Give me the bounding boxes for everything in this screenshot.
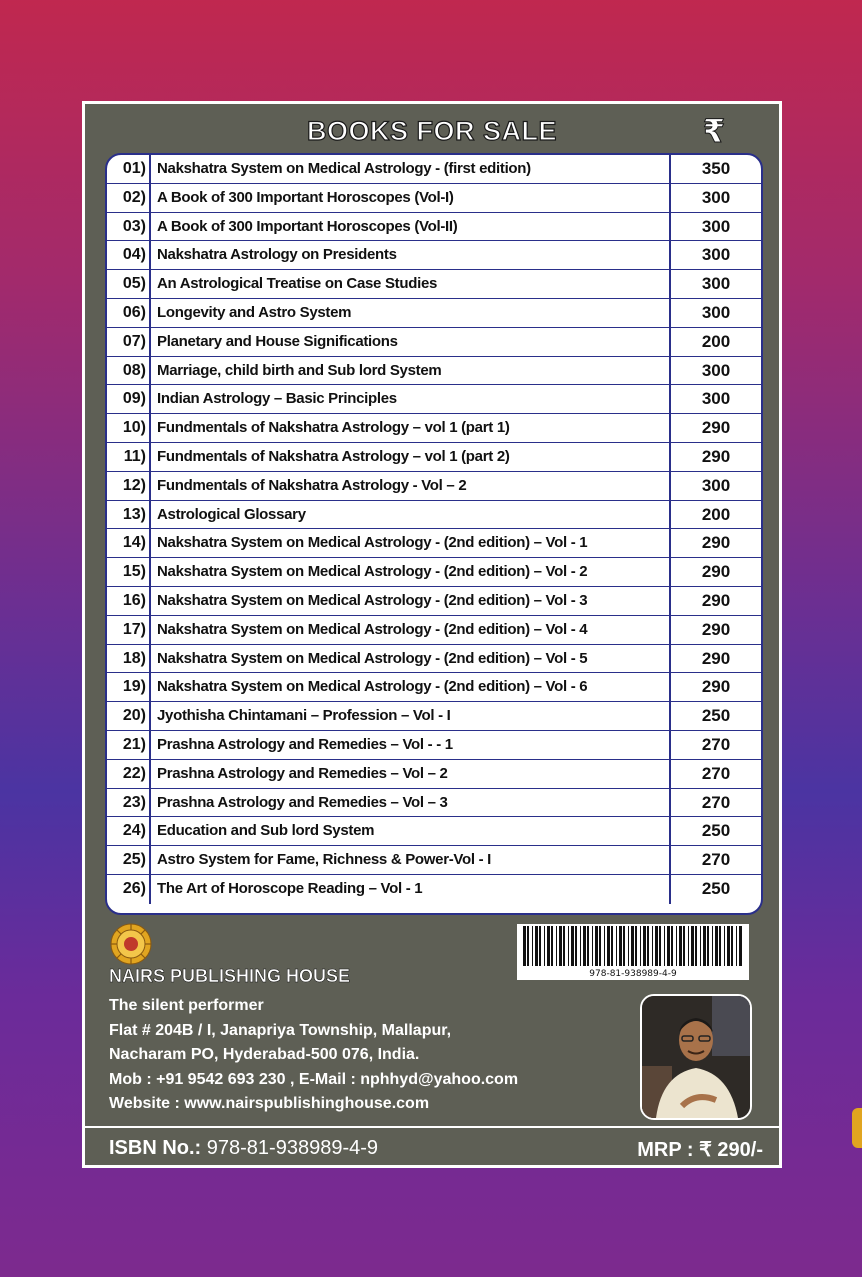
book-number: 14) <box>107 529 151 557</box>
book-number: 21) <box>107 731 151 759</box>
barcode-bar <box>683 926 685 966</box>
book-title: Prashna Astrology and Remedies – Vol - - 1 <box>151 731 671 759</box>
table-row <box>107 673 761 702</box>
books-table <box>105 153 763 915</box>
barcode-bar <box>667 926 670 966</box>
barcode-bar <box>724 926 725 966</box>
book-price: 200 <box>701 331 731 351</box>
book-price: 250 <box>701 821 731 841</box>
barcode-bar <box>532 926 533 966</box>
barcode-bar <box>659 926 661 966</box>
book-number: 04) <box>107 241 151 269</box>
table-row <box>107 184 761 213</box>
page-title: BOOKS FOR SALE <box>306 116 557 146</box>
barcode-bar <box>739 926 742 966</box>
book-price: 300 <box>701 389 731 409</box>
book-price: 300 <box>701 245 731 265</box>
book-price: 300 <box>701 274 731 294</box>
book-number: 07) <box>107 328 151 356</box>
table-row <box>107 587 761 616</box>
book-price: 350 <box>701 159 731 178</box>
barcode-bar <box>616 926 617 966</box>
book-title: Astrological Glossary <box>151 501 671 529</box>
barcode-bar <box>607 926 610 966</box>
book-number: 18) <box>107 645 151 673</box>
contact-line: Mob : +91 9542 693 230 , E-Mail : nphhyd@yahoo.com <box>109 1070 519 1088</box>
book-title: Nakshatra Astrology on Presidents <box>151 241 671 269</box>
book-price: 300 <box>701 360 731 380</box>
barcode-bar <box>599 926 601 966</box>
barcode-bar <box>592 926 593 966</box>
barcode-bar <box>580 926 581 966</box>
book-number: 17) <box>107 616 151 644</box>
isbn-label: ISBN No.: <box>109 1137 202 1159</box>
book-title: Fundmentals of Nakshatra Astrology – vol 1 (part 2) <box>151 443 671 471</box>
book-number: 09) <box>107 385 151 413</box>
book-price: 300 <box>701 216 731 236</box>
barcode-bar <box>559 926 562 966</box>
barcode-bar <box>551 926 553 966</box>
book-number: 24) <box>107 817 151 845</box>
table-row <box>107 270 761 299</box>
book-title: A Book of 300 Important Horoscopes (Vol-I) <box>151 184 671 212</box>
table-row <box>107 385 761 414</box>
barcode-bar <box>688 926 689 966</box>
book-price: 290 <box>701 590 731 610</box>
table-row <box>107 501 761 530</box>
book-number: 03) <box>107 213 151 241</box>
book-price: 300 <box>701 475 731 495</box>
table-row <box>107 414 761 443</box>
book-price: 270 <box>701 763 731 783</box>
book-price: 290 <box>701 533 731 553</box>
barcode-bar <box>623 926 625 966</box>
barcode-bars <box>517 924 749 968</box>
book-price: 300 <box>701 187 731 207</box>
barcode-bar <box>700 926 701 966</box>
barcode-bar <box>568 926 569 966</box>
barcode-bar <box>664 926 665 966</box>
book-title: Planetary and House Significations <box>151 328 671 356</box>
publisher-info <box>109 994 518 1117</box>
barcode-bar <box>643 926 646 966</box>
book-number: 10) <box>107 414 151 442</box>
book-price: 300 <box>701 302 731 322</box>
barcode-bar <box>712 926 713 966</box>
book-price: 250 <box>701 878 731 898</box>
book-number: 20) <box>107 702 151 730</box>
mrp-value: 290/- <box>717 1139 763 1161</box>
edge-decoration <box>852 1108 862 1148</box>
mrp-line <box>637 1137 763 1162</box>
mrp-label: MRP : <box>637 1139 694 1161</box>
barcode-bar <box>527 926 529 966</box>
barcode-bar <box>671 926 673 966</box>
book-title: A Book of 300 Important Horoscopes (Vol-II) <box>151 213 671 241</box>
book-title: Fundmentals of Nakshatra Astrology – vol 1 (part 1) <box>151 414 671 442</box>
footer-divider <box>85 1126 779 1128</box>
barcode-bar <box>631 926 634 966</box>
book-title: Fundmentals of Nakshatra Astrology - Vol – 2 <box>151 472 671 500</box>
table-row <box>107 241 761 270</box>
book-title: An Astrological Treatise on Case Studies <box>151 270 671 298</box>
barcode-bar <box>691 926 694 966</box>
barcode-bar <box>523 926 526 966</box>
book-title: Nakshatra System on Medical Astrology - (2nd edition) – Vol - 5 <box>151 645 671 673</box>
publisher-name: NAIRS PUBLISHING HOUSE <box>109 966 351 986</box>
book-price: 290 <box>701 418 731 438</box>
book-number: 01) <box>107 155 151 183</box>
isbn-line <box>109 1137 378 1160</box>
barcode-bar <box>707 926 709 966</box>
book-title: Nakshatra System on Medical Astrology - (2nd edition) – Vol - 6 <box>151 673 671 701</box>
book-price: 270 <box>701 850 731 870</box>
book-title: Nakshatra System on Medical Astrology - (2nd edition) – Vol - 2 <box>151 558 671 586</box>
barcode-bar <box>736 926 737 966</box>
barcode-bar <box>619 926 622 966</box>
barcode-bar <box>715 926 718 966</box>
barcode-bar <box>611 926 613 966</box>
barcode-bar <box>652 926 653 966</box>
rupee-icon: ₹ <box>699 1139 712 1161</box>
publisher-tagline: The silent performer <box>109 997 264 1014</box>
book-title: Prashna Astrology and Remedies – Vol – 2 <box>151 760 671 788</box>
book-title: Indian Astrology – Basic Principles <box>151 385 671 413</box>
barcode-bar <box>604 926 605 966</box>
table-row <box>107 702 761 731</box>
book-price: 270 <box>701 792 731 812</box>
book-price: 200 <box>701 504 731 524</box>
barcode-bar <box>544 926 545 966</box>
book-title: Jyothisha Chintamani – Profession – Vol - I <box>151 702 671 730</box>
table-row <box>107 760 761 789</box>
rupee-icon: ₹ <box>702 112 726 150</box>
barcode-bar <box>731 926 733 966</box>
barcode-bar <box>535 926 538 966</box>
table-row <box>107 558 761 587</box>
book-price: 270 <box>701 734 731 754</box>
book-price: 290 <box>701 562 731 582</box>
barcode-bar <box>647 926 649 966</box>
barcode-bar <box>563 926 565 966</box>
book-number: 13) <box>107 501 151 529</box>
book-title: Nakshatra System on Medical Astrology - (first edition) <box>151 155 671 183</box>
table-row <box>107 299 761 328</box>
book-number: 23) <box>107 789 151 817</box>
book-number: 11) <box>107 443 151 471</box>
book-number: 12) <box>107 472 151 500</box>
book-price: 290 <box>701 677 731 697</box>
book-title: Education and Sub lord System <box>151 817 671 845</box>
barcode-bar <box>556 926 557 966</box>
book-price: 290 <box>701 619 731 639</box>
barcode-bar <box>635 926 637 966</box>
table-row <box>107 472 761 501</box>
address-line-2: Nacharam PO, Hyderabad-500 076, India. <box>109 1046 420 1063</box>
book-number: 15) <box>107 558 151 586</box>
barcode-bar <box>703 926 706 966</box>
book-number: 06) <box>107 299 151 327</box>
book-number: 25) <box>107 846 151 874</box>
book-number: 08) <box>107 357 151 385</box>
table-row <box>107 443 761 472</box>
barcode-bar <box>571 926 574 966</box>
book-title: Marriage, child birth and Sub lord System <box>151 357 671 385</box>
book-number: 19) <box>107 673 151 701</box>
barcode-bar <box>719 926 721 966</box>
book-number: 02) <box>107 184 151 212</box>
book-title: Nakshatra System on Medical Astrology - (2nd edition) – Vol - 3 <box>151 587 671 615</box>
table-row <box>107 789 761 818</box>
book-number: 26) <box>107 875 151 904</box>
book-number: 22) <box>107 760 151 788</box>
barcode-bar <box>727 926 730 966</box>
barcode-bar <box>595 926 598 966</box>
barcode-bar <box>547 926 550 966</box>
table-row <box>107 155 761 184</box>
barcode-bar <box>676 926 677 966</box>
book-price: 290 <box>701 648 731 668</box>
table-row <box>107 616 761 645</box>
barcode-bar <box>679 926 682 966</box>
table-row <box>107 817 761 846</box>
table-row <box>107 529 761 558</box>
barcode-number: 978-81-938989-4-9 <box>589 969 677 979</box>
barcode-bar <box>628 926 629 966</box>
publisher-logo <box>109 922 153 966</box>
address-line-1: Flat # 204B / I, Janapriya Township, Mallapur, <box>109 1021 452 1039</box>
table-row <box>107 731 761 760</box>
barcode-bar <box>583 926 586 966</box>
book-title: Nakshatra System on Medical Astrology - (2nd edition) – Vol - 4 <box>151 616 671 644</box>
book-title: Nakshatra System on Medical Astrology - (2nd edition) – Vol - 1 <box>151 529 671 557</box>
barcode-bar <box>575 926 577 966</box>
barcode-bar <box>539 926 541 966</box>
website-line: Website : www.nairspublishinghouse.com <box>109 1095 430 1112</box>
table-row <box>107 328 761 357</box>
barcode-bar <box>587 926 589 966</box>
table-row <box>107 846 761 875</box>
table-row <box>107 645 761 674</box>
barcode-bar <box>655 926 658 966</box>
book-price: 290 <box>701 446 731 466</box>
book-title: Longevity and Astro System <box>151 299 671 327</box>
barcode <box>517 924 749 980</box>
table-row <box>107 213 761 242</box>
author-photo <box>640 994 752 1120</box>
table-row <box>107 875 761 904</box>
barcode-bar <box>695 926 697 966</box>
back-cover-panel <box>82 101 782 1168</box>
book-title: Prashna Astrology and Remedies – Vol – 3 <box>151 789 671 817</box>
book-number: 05) <box>107 270 151 298</box>
book-price: 250 <box>701 706 731 726</box>
barcode-bar <box>640 926 641 966</box>
book-number: 16) <box>107 587 151 615</box>
book-title: Astro System for Fame, Richness & Power-Vol - I <box>151 846 671 874</box>
table-row <box>107 357 761 386</box>
book-title: The Art of Horoscope Reading – Vol - 1 <box>151 875 671 904</box>
isbn-value: 978-81-938989-4-9 <box>206 1137 379 1159</box>
